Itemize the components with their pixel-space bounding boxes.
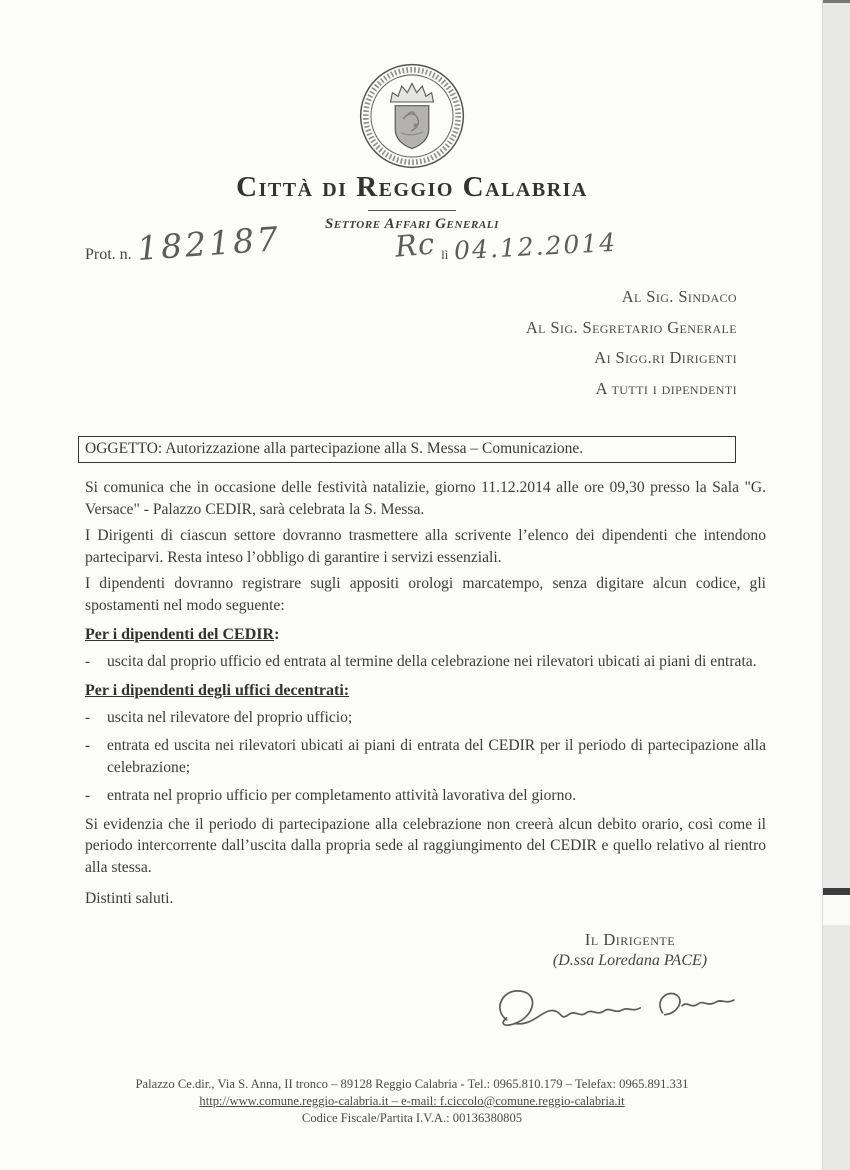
bullet-dash: - [85, 737, 91, 755]
recipient-line: Al Sig. Segretario Generale [525, 317, 737, 337]
bullet-list-cedir [85, 651, 766, 673]
bullet-list-decentrati [85, 707, 766, 806]
protocol-label: Prot. n. [85, 246, 132, 263]
date-label: lì [441, 247, 449, 262]
date-handwritten: 04.12.2014 [453, 227, 619, 266]
paragraph-dirigenti: I Dirigenti di ciascun settore dovranno trasmettere alla scrivente l’elenco dei dipendenti che intendono parteciparvi. Resta inteso l’obbligo di garantire i servizi essenziali. [85, 527, 766, 566]
bullet-item: - uscita nel rilevatore del proprio ufficio; [85, 707, 766, 729]
date-group [393, 226, 619, 266]
recipient-line: Al Sig. Sindaco [621, 287, 737, 306]
bullet-dash: - [85, 653, 91, 671]
bullet-dash: - [85, 709, 91, 727]
signature-name: (D.ssa Loredana PACE) [552, 952, 708, 969]
scan-edge-dash [823, 888, 850, 895]
page-title: Città di Reggio Calabria [236, 171, 588, 203]
body-text [85, 477, 766, 914]
subject-text: OGGETTO: Autorizzazione alla partecipazione alla S. Messa – Comunicazione. [85, 440, 584, 457]
footer-address: Palazzo Ce.dir., Via S. Anna, II tronco – 89128 Reggio Calabria - Tel.: 0965.810.179 – Telefax: 0965.891.331 [135, 1077, 689, 1091]
title-rule [368, 210, 456, 211]
bullet-dash: - [85, 787, 91, 805]
recipient-line: Ai Sigg.ri Dirigenti [594, 348, 737, 367]
paragraph-intro: Si comunica che in occasione delle festività natalizie, giorno 11.12.2014 alle ore 09,30 presso la Sala "G. Versace" - Palazzo CEDIR, sarà celebrata la S. Messa. [85, 479, 766, 518]
recipients-list [526, 282, 737, 404]
handwritten-signature [489, 967, 752, 1041]
date-handwritten-prefix: Rc [393, 226, 437, 264]
closing-text: Distinti saluti. [85, 889, 174, 907]
protocol-number-handwritten: 182187 [135, 219, 283, 268]
department-subtitle: Settore Affari Generali [324, 216, 500, 232]
footer-web-email: http://www.comune.reggio-calabria.it – e-mail: f.ciccolo@comune.reggio-calabria.it [199, 1094, 625, 1108]
paragraph-orologi: I dipendenti dovranno registrare sugli appositi orologi marcatempo, senza digitare alcun codice, gli spostamenti nel modo seguente: [85, 575, 766, 614]
signature-block [500, 930, 760, 970]
bullet-item: - uscita dal proprio ufficio ed entrata al termine della celebrazione nei rilevatori ubicati ai piani di entrata. [85, 651, 766, 673]
signature-role: Il Dirigente [584, 930, 676, 949]
footer-fiscal-code: Codice Fiscale/Partita I.V.A.: 00136380805 [301, 1111, 523, 1125]
paragraph-evidenzia: Si evidenzia che il periodo di partecipazione alla celebrazione non creerà alcun debito orario, così come il periodo intercorrente dall’uscita dalla propria sede al raggiungimento del CEDIR e quello relativo al rientro alla stessa. [85, 815, 766, 876]
scan-edge-top-mark [823, 0, 850, 3]
city-seal-icon [356, 60, 468, 172]
bullet-item: - entrata nel proprio ufficio per completamento attività lavorativa del giorno. [85, 785, 766, 807]
subject-box [78, 436, 736, 463]
footer [0, 1076, 824, 1127]
letterhead [0, 60, 824, 233]
section-heading-cedir: Per i dipendenti del CEDIR: [85, 625, 280, 643]
section-heading-decentrati: Per i dipendenti degli uffici decentrati: [85, 681, 350, 699]
recipient-line: A tutti i dipendenti [595, 378, 737, 398]
scan-edge-gap [823, 895, 850, 925]
bullet-item: - entrata ed uscita nei rilevatori ubicati ai piani di entrata del CEDIR per il periodo di partecipazione alla celebrazione; [85, 735, 766, 778]
scan-edge-strip [822, 0, 850, 1170]
